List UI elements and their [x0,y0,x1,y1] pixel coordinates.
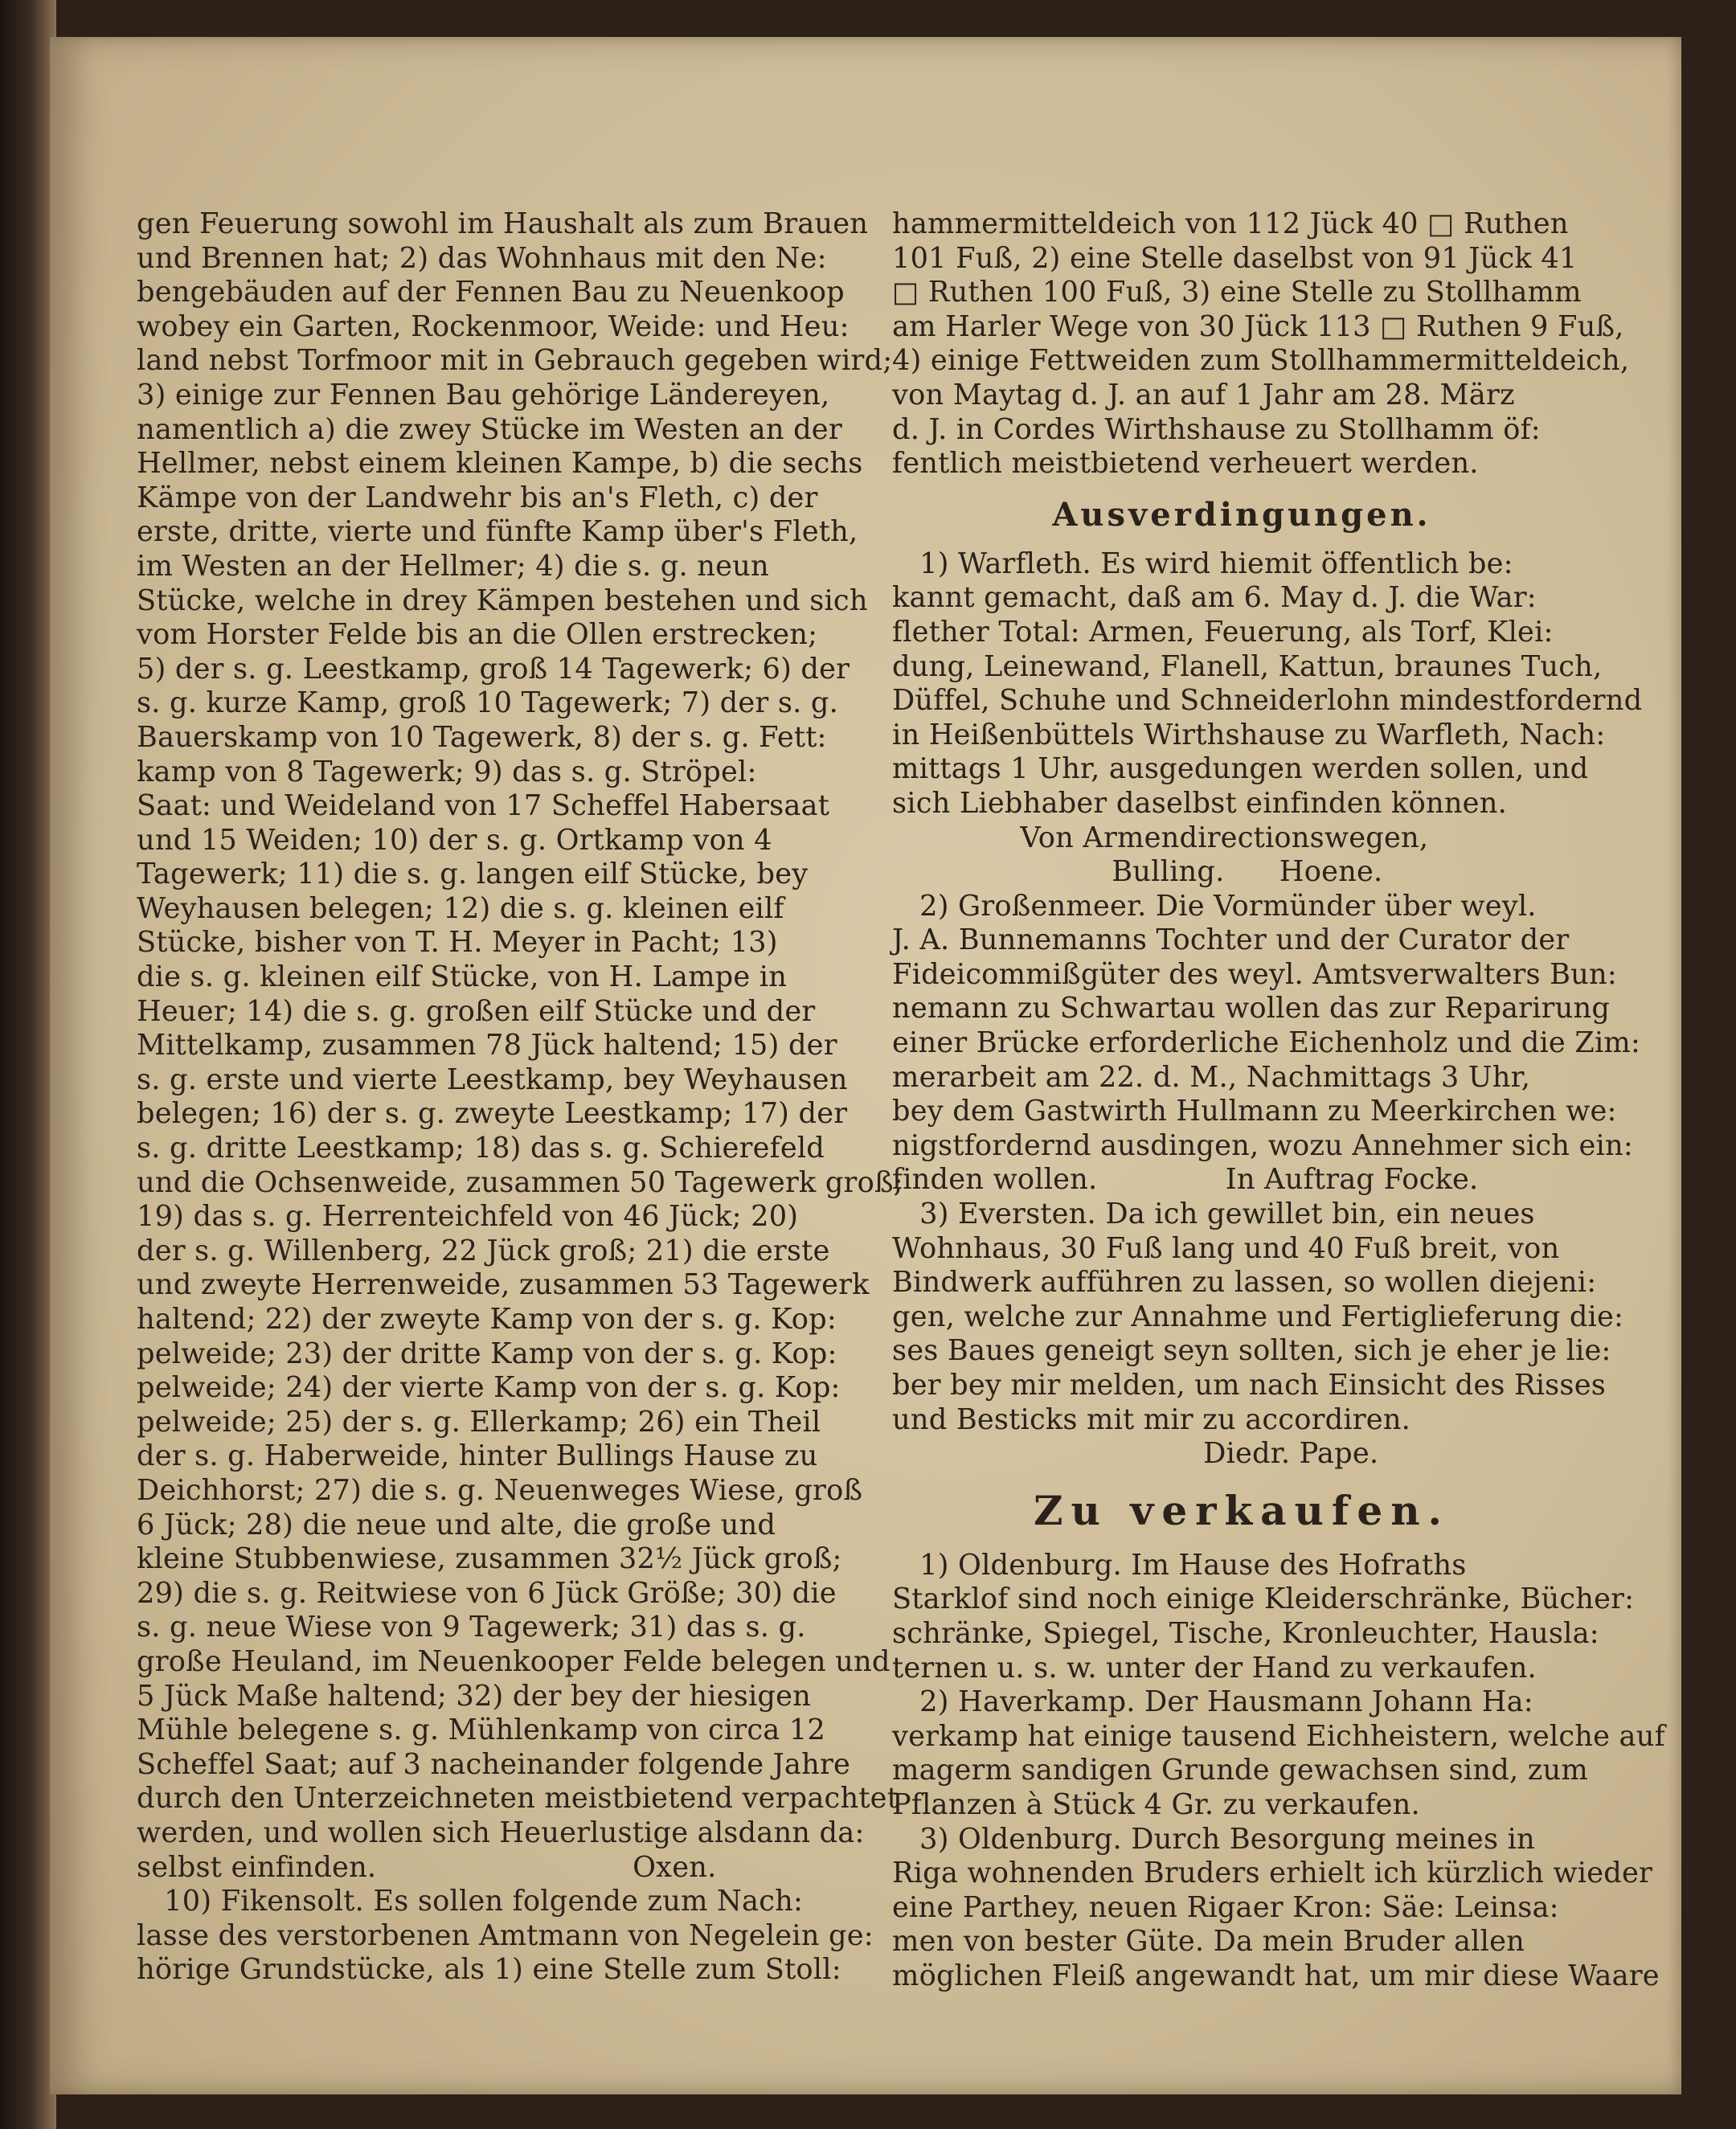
text-line: Mittelkamp, zusammen 78 Jück haltend; 15) der [137,1029,837,1062]
text-line: eine Parthey, neuen Rigaer Kron: Säe: Leinsa: [892,1890,1559,1924]
text-line: pelweide; 23) der dritte Kamp von der s. g. Kop: [137,1337,837,1370]
text-line: die s. g. kleinen eilf Stücke, von H. Lampe in [137,960,788,994]
text-line: Tagewerk; 11) die s. g. langen eilf Stücke, bey [137,858,809,891]
text-line: möglichen Fleiß angewandt hat, um mir diese Waare [892,1959,1660,1992]
text-line: namentlich a) die zwey Stücke im Westen an der [137,412,842,446]
text-line: Saat: und Weideland von 17 Scheffel Habersaat [137,789,830,823]
text-line: 2) Großenmeer. Die Vormünder über weyl. [892,889,1537,923]
text-line: Scheffel Saat; auf 3 nacheinander folgende Jahre [137,1747,851,1781]
text-line: sich Liebhaber daselbst einfinden können. [892,786,1507,820]
text-line: Wohnhaus, 30 Fuß lang und 40 Fuß breit, von [892,1231,1560,1265]
right-column-continuation [892,207,1630,481]
text-line: s. g. neue Wiese von 9 Tagewerk; 31) das s. g. [137,1611,806,1644]
text-line: Bauerskamp von 10 Tagewerk, 8) der s. g. Fett: [137,720,827,754]
text-line: gen Feuerung sowohl im Haushalt als zum Brauen [137,207,869,240]
text-line: Bulling. Hoene. [892,855,1383,889]
text-line: s. g. kurze Kamp, groß 10 Tagewerk; 7) der s. g. [137,686,838,720]
text-line: Stücke, welche in drey Kämpen bestehen und sich [137,583,868,617]
text-line: Hellmer, nebst einem kleinen Kampe, b) die sechs [137,447,863,481]
text-line: 101 Fuß, 2) eine Stelle daselbst von 91 Jück 41 [892,241,1578,275]
text-line: 10) Fikensolt. Es sollen folgende zum Nach: [137,1885,804,1918]
text-line: gen, welche zur Annahme und Fertiglieferung die: [892,1300,1624,1333]
text-line: 19) das s. g. Herrenteichfeld von 46 Jück; 20) [137,1200,799,1234]
text-line: und zweyte Herrenweide, zusammen 53 Tagewerk [137,1268,870,1302]
text-line: nemann zu Schwartau wollen das zur Reparirung [892,992,1611,1026]
text-line: 2) Haverkamp. Der Hausmann Johann Ha: [892,1685,1533,1719]
text-line: in Heißenbüttels Wirthshause zu Warfleth, Nach: [892,718,1606,751]
section-heading-ausverdingungen: Ausverdingungen. [1052,495,1431,534]
text-line: J. A. Bunnemanns Tochter und der Curator der [892,923,1570,957]
text-line: □ Ruthen 100 Fuß, 3) eine Stelle zu Stollhamm [892,276,1582,309]
text-line: große Heuland, im Neuenkooper Felde belegen und [137,1644,891,1678]
text-line: 5 Jück Maße haltend; 32) der bey der hiesigen [137,1679,812,1713]
text-line: und 15 Weiden; 10) der s. g. Ortkamp von 4 [137,823,772,857]
text-line: s. g. dritte Leestkamp; 18) das s. g. Schierefeld [137,1132,825,1165]
text-line: wobey ein Garten, Rockenmoor, Weide: und Heu: [137,309,850,343]
text-line: hörige Grundstücke, als 1) eine Stelle zum Stoll: [137,1953,841,1987]
text-line: von Maytag d. J. an auf 1 Jahr am 28. März [892,378,1515,411]
left-text-column [137,207,903,1988]
text-line: kleine Stubbenwiese, zusammen 32½ Jück groß; [137,1542,842,1576]
newspaper-page [50,37,1681,2094]
text-line: der s. g. Willenberg, 22 Jück groß; 21) die erste [137,1234,830,1267]
text-line: pelweide; 24) der vierte Kamp von der s. g. Kop: [137,1371,841,1405]
text-line: verkamp hat einige tausend Eichheistern, welche auf [892,1719,1665,1753]
right-text-column [892,207,1665,1994]
text-line: ber bey mir melden, um nach Einsicht des Risses [892,1369,1606,1402]
text-line: bengebäuden auf der Fennen Bau zu Neuenkoop [137,276,845,309]
text-line: vom Horster Felde bis an die Ollen erstrecken; [137,618,818,652]
text-line: men von bester Güte. Da mein Bruder allen [892,1925,1525,1959]
text-line: 3) Oldenburg. Durch Besorgung meines in [892,1822,1535,1856]
text-line: pelweide; 25) der s. g. Ellerkamp; 26) ein Theil [137,1405,821,1439]
text-line: merarbeit am 22. d. M., Nachmittags 3 Uhr, [892,1060,1531,1094]
text-line: haltend; 22) der zweyte Kamp von der s. g. Kop: [137,1303,837,1336]
text-line: 6 Jück; 28) die neue und alte, die große und [137,1508,776,1541]
text-line: kannt gemacht, daß am 6. May d. J. die War: [892,581,1537,615]
text-line: Mühle belegene s. g. Mühlenkamp von circa 12 [137,1713,825,1747]
text-line: bey dem Gastwirth Hullmann zu Meerkirchen we: [892,1095,1617,1128]
text-line: 1) Warfleth. Es wird hiemit öffentlich be: [892,547,1513,580]
text-line: einer Brücke erforderliche Eichenholz und die Zim: [892,1026,1641,1060]
text-line: 3) Eversten. Da ich gewillet bin, ein neues [892,1198,1535,1231]
text-line: selbst einfinden. Oxen. [137,1850,717,1884]
zu-verkaufen-notices [892,1548,1665,1994]
text-line: belegen; 16) der s. g. zweyte Leestkamp; 17) der [137,1097,848,1131]
text-line: erste, dritte, vierte und fünfte Kamp über's Fleth, [137,515,858,549]
text-line: werden, und wollen sich Heuerlustige alsdann da: [137,1816,865,1849]
text-line: schränke, Spiegel, Tische, Kronleuchter, Hausla: [892,1616,1599,1650]
text-line: nigstfordernd ausdingen, wozu Annehmer sich ein: [892,1128,1633,1162]
text-line: im Westen an der Hellmer; 4) die s. g. neun [137,549,769,583]
section-heading-zu-verkaufen: Zu verkaufen. [1034,1486,1450,1534]
text-line: Starklof sind noch einige Kleiderschränke, Bücher: [892,1582,1635,1616]
text-line: Riga wohnenden Bruders erhielt ich kürzlich wieder [892,1857,1653,1890]
text-line: mittags 1 Uhr, ausgedungen werden sollen, und [892,752,1589,786]
text-line: Heuer; 14) die s. g. großen eilf Stücke und der [137,994,816,1028]
text-line: und die Ochsenweide, zusammen 50 Tagewerk groß; [137,1165,903,1199]
text-line: Weyhausen belegen; 12) die s. g. kleinen eilf [137,891,784,925]
text-line: d. J. in Cordes Wirthshause zu Stollhamm öf: [892,412,1541,446]
text-line: land nebst Torfmoor mit in Gebrauch gegeben wird; [137,344,893,378]
text-line: und Besticks mit mir zu accordiren. [892,1402,1411,1436]
text-line: durch den Unterzeichneten meistbietend verpachtet [137,1782,899,1816]
text-line: kamp von 8 Tagewerk; 9) das s. g. Ströpel: [137,755,757,788]
text-line: der s. g. Haberweide, hinter Bullings Hause zu [137,1439,818,1473]
text-line: Kämpe von der Landwehr bis an's Fleth, c) der [137,481,818,514]
text-line: Pflanzen à Stück 4 Gr. zu verkaufen. [892,1787,1420,1821]
text-line: finden wollen. In Auftrag Focke. [892,1163,1479,1197]
text-line: Bindwerk aufführen zu lassen, so wollen diejeni: [892,1266,1597,1300]
text-line: s. g. erste und vierte Leestkamp, bey Weyhausen [137,1062,848,1096]
text-line: ses Baues geneigt seyn sollten, sich je eher je lie: [892,1334,1611,1368]
text-line: Fideicommißgüter des weyl. Amtsverwalters Bun: [892,957,1617,991]
text-line: flether Total: Armen, Feuerung, als Torf, Klei: [892,615,1554,649]
text-line: 1) Oldenburg. Im Hause des Hofraths [892,1548,1467,1582]
text-line: magerm sandigen Grunde gewachsen sind, zum [892,1754,1588,1787]
text-line: lasse des verstorbenen Amtmann von Negelein ge: [137,1918,874,1952]
text-line: dung, Leinewand, Flanell, Kattun, braunes Tuch, [892,649,1603,683]
text-line: Deichhorst; 27) die s. g. Neuenweges Wiese, groß [137,1473,863,1507]
text-line: fentlich meistbietend verheuert werden. [892,447,1479,481]
text-line: Diedr. Pape. [892,1437,1379,1471]
text-line: ternen u. s. w. unter der Hand zu verkaufen. [892,1651,1537,1685]
text-line: hammermitteldeich von 112 Jück 40 □ Ruthen [892,207,1569,240]
text-line: 5) der s. g. Leestkamp, groß 14 Tagewerk; 6) der [137,652,850,686]
ausverdingungen-notices [892,547,1643,1472]
text-line: 3) einige zur Fennen Bau gehörige Ländereyen, [137,378,830,411]
book-binding-shadow [0,0,56,2129]
text-line: am Harler Wege von 30 Jück 113 □ Ruthen 9 Fuß, [892,309,1624,343]
text-line: 29) die s. g. Reitwiese von 6 Jück Größe; 30) die [137,1576,837,1610]
text-line: und Brennen hat; 2) das Wohnhaus mit den Ne: [137,241,827,275]
text-line: Von Armendirectionswegen, [892,821,1429,854]
text-line: 4) einige Fettweiden zum Stollhammermitteldeich, [892,344,1630,378]
text-line: Düffel, Schuhe und Schneiderlohn mindestfordernd [892,684,1643,718]
text-line: Stücke, bisher von T. H. Meyer in Pacht; 13) [137,926,778,960]
